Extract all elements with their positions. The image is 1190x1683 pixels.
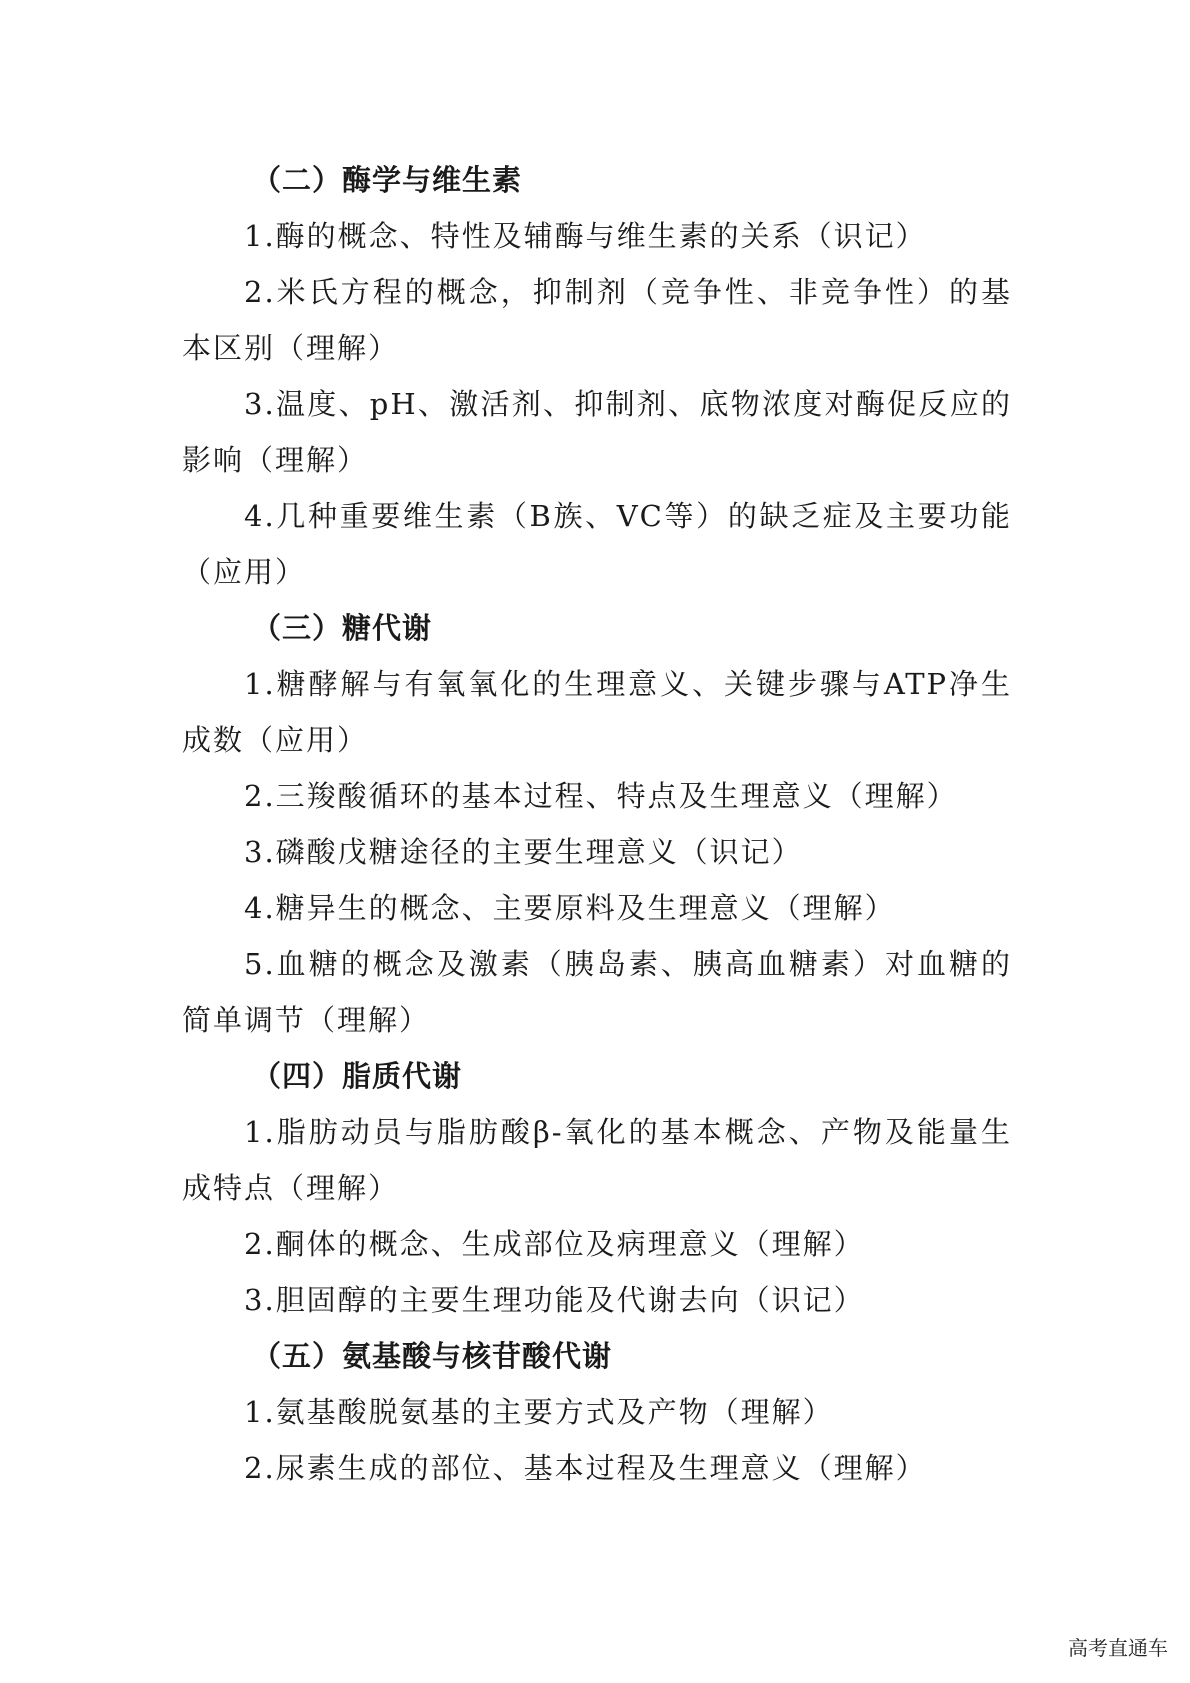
list-item-continuation: 简单调节（理解） bbox=[182, 1003, 431, 1037]
list-item: 1.酶的概念、特性及辅酶与维生素的关系（识记） bbox=[244, 219, 927, 253]
syllabus-content bbox=[182, 152, 1012, 1496]
list-item-continuation: 成特点（理解） bbox=[182, 1171, 400, 1205]
list-item: 3.胆固醇的主要生理功能及代谢去向（识记） bbox=[244, 1283, 865, 1317]
list-item: 4.糖异生的概念、主要原料及生理意义（理解） bbox=[244, 891, 896, 925]
watermark-text: 高考直通车 bbox=[1068, 1636, 1168, 1660]
list-item: 2.尿素生成的部位、基本过程及生理意义（理解） bbox=[244, 1451, 927, 1485]
list-item: 3.温度、pH、激活剂、抑制剂、底物浓度对酶促反应的 bbox=[244, 387, 1012, 421]
section-heading-amino-acid-metabolism: （五）氨基酸与核苷酸代谢 bbox=[252, 1339, 613, 1373]
list-item: 4.几种重要维生素（B族、VC等）的缺乏症及主要功能 bbox=[244, 499, 1012, 533]
list-item: 5.血糖的概念及激素（胰岛素、胰高血糖素）对血糖的 bbox=[244, 947, 1012, 981]
list-item-continuation: （应用） bbox=[182, 555, 307, 589]
list-item: 1.氨基酸脱氨基的主要方式及产物（理解） bbox=[244, 1395, 834, 1429]
section-heading-carbohydrate-metabolism: （三）糖代谢 bbox=[252, 611, 433, 645]
section-heading-enzymes: （二）酶学与维生素 bbox=[252, 163, 523, 197]
list-item-continuation: 本区别（理解） bbox=[182, 331, 400, 365]
list-item: 2.米氏方程的概念，抑制剂（竞争性、非竞争性）的基 bbox=[244, 275, 1012, 309]
list-item: 1.脂肪动员与脂肪酸β-氧化的基本概念、产物及能量生 bbox=[244, 1115, 1012, 1149]
section-heading-lipid-metabolism: （四）脂质代谢 bbox=[252, 1059, 463, 1093]
list-item: 2.酮体的概念、生成部位及病理意义（理解） bbox=[244, 1227, 865, 1261]
list-item: 2.三羧酸循环的基本过程、特点及生理意义（理解） bbox=[244, 779, 958, 813]
list-item-continuation: 影响（理解） bbox=[182, 443, 369, 477]
list-item: 3.磷酸戊糖途径的主要生理意义（识记） bbox=[244, 835, 803, 869]
list-item-continuation: 成数（应用） bbox=[182, 723, 369, 757]
list-item: 1.糖酵解与有氧氧化的生理意义、关键步骤与ATP净生 bbox=[244, 667, 1012, 701]
